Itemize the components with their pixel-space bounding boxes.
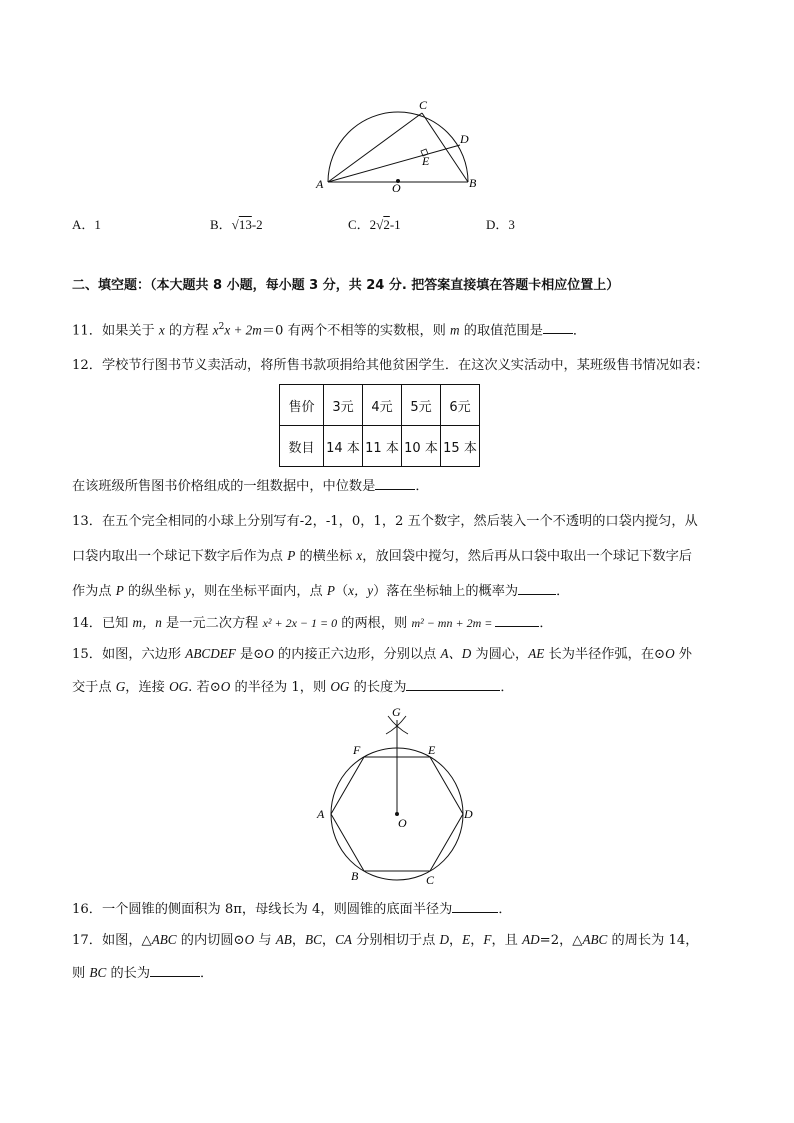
q12-number: 12． xyxy=(72,358,102,373)
q15-text: 的半径为 1，则 xyxy=(230,680,331,695)
q16-end: ． xyxy=(498,902,512,917)
answer-blank[interactable] xyxy=(150,963,200,977)
q17-end: ． xyxy=(200,966,214,981)
q17-text: 的长为 xyxy=(106,966,151,981)
q11-var-m: m xyxy=(450,322,460,338)
q13-point: P xyxy=(326,583,335,598)
q13-point: P xyxy=(115,583,124,598)
q17-f: F xyxy=(483,932,492,947)
q13-text: 的纵坐标 xyxy=(123,584,185,599)
answer-blank[interactable] xyxy=(543,320,573,334)
question-17-line2 xyxy=(72,963,213,983)
q15-text: ，连接 xyxy=(125,680,170,695)
q12-text: 学校节行图书节义卖活动，将所售书款项捐给其他贫困学生．在这次义实活动中，某班级售书情况如表： xyxy=(101,358,709,373)
label-c: C xyxy=(419,98,428,112)
table-cell: 数目 xyxy=(280,426,324,467)
q12-text: 在该班级所售图书价格组成的一组数据中，中位数是 xyxy=(72,479,376,494)
option-b xyxy=(210,214,263,233)
option-c-radicand: 2 xyxy=(383,217,390,232)
label-g: G xyxy=(392,705,401,719)
table-cell: 6元 xyxy=(441,385,480,426)
q17-e: E xyxy=(462,932,471,947)
q13-text: 作为点 xyxy=(72,584,116,599)
q17-text: 的内切圆⊙ xyxy=(176,933,245,948)
question-15 xyxy=(72,645,692,664)
q17-text: ，且 xyxy=(491,933,523,948)
q17-bc: BC xyxy=(305,932,322,947)
semicircle-arc xyxy=(328,112,468,182)
table-cell: 10 本 xyxy=(402,426,441,467)
table-row xyxy=(280,385,480,426)
label-e: E xyxy=(428,743,436,757)
table-row xyxy=(280,426,480,467)
q13-point: P xyxy=(287,548,296,563)
q15-text: 交于点 xyxy=(72,680,116,695)
q15-text: 的内接正六边形，分别以点 xyxy=(273,647,441,662)
q14-expr: m² − mn + 2m = xyxy=(411,616,493,630)
q17-text: 则 xyxy=(72,966,90,981)
q11-text: 的取值范围是 xyxy=(459,323,543,339)
sqrt-sign: √ xyxy=(231,217,239,232)
figure-semicircle xyxy=(310,95,490,200)
label-d: D xyxy=(464,807,473,821)
q14-text: 是一元二次方程 xyxy=(161,616,263,631)
q15-g: G xyxy=(115,679,126,694)
sqrt-sign: √ xyxy=(376,217,384,232)
q12-end: ． xyxy=(415,479,429,494)
question-13-line2 xyxy=(72,547,692,566)
option-c xyxy=(348,214,401,233)
q17-comma: ， xyxy=(291,933,306,948)
q15-text: 为圆心， xyxy=(471,647,529,662)
q13-number: 13． xyxy=(72,514,102,529)
q11-var-x: x xyxy=(158,322,165,338)
q15-text: 是⊙ xyxy=(235,647,265,662)
question-13 xyxy=(72,513,698,531)
q15-ad: A、D xyxy=(440,646,472,661)
q15-text: . 若⊙ xyxy=(188,680,221,695)
option-b-prefix: B． xyxy=(210,217,232,232)
q11-text: 的方程 xyxy=(164,323,213,339)
q13-x: x xyxy=(356,548,363,563)
chord-cb xyxy=(422,113,468,182)
table-cell: 11 本 xyxy=(363,426,402,467)
label-d: D xyxy=(460,132,469,146)
q13-text: 口袋内取出一个球记下数字后作为点 xyxy=(72,549,288,564)
option-c-prefix: C．2 xyxy=(348,217,377,232)
q15-number: 15． xyxy=(72,647,102,662)
q17-comma: ， xyxy=(470,933,484,948)
q14-text: 的两根，则 xyxy=(337,616,412,631)
q14-end: ． xyxy=(539,616,553,631)
q15-text: 如图，六边形 xyxy=(101,647,186,662)
q17-text: 与 xyxy=(254,933,276,948)
label-f: F xyxy=(353,743,361,757)
q15-hex: ABCDEF xyxy=(185,646,236,661)
answer-blank[interactable] xyxy=(406,677,500,691)
q15-og: OG xyxy=(169,679,189,694)
question-17 xyxy=(72,931,698,950)
table-cell: 售价 xyxy=(280,385,324,426)
q17-bc: BC xyxy=(89,965,107,980)
label-c: C xyxy=(426,873,435,887)
section-heading: 二、填空题：（本大题共 8 小题，每小题 3 分，共 24 分. 把答案直接填在答题卡相应位置上） xyxy=(72,278,620,293)
q15-end: ． xyxy=(500,680,514,695)
q17-text: 的周长为 14， xyxy=(607,933,699,948)
answer-blank[interactable] xyxy=(518,581,556,595)
table-cell: 3元 xyxy=(324,385,363,426)
q11-sup: 2 xyxy=(218,322,225,332)
option-a: A．1 xyxy=(72,217,101,232)
q11-eq-m: m xyxy=(252,322,262,338)
q15-text: 外 xyxy=(674,647,692,662)
answer-blank[interactable] xyxy=(375,476,415,490)
label-b: B xyxy=(469,176,477,190)
table-cell: 5元 xyxy=(402,385,441,426)
q15-text: 长为半径作弧，在⊙ xyxy=(544,647,666,662)
q13-text: 的横坐标 xyxy=(295,549,357,564)
question-12-line2 xyxy=(72,476,429,496)
q13-text: ，则在坐标平面内，点 xyxy=(190,584,327,599)
q13-y: y xyxy=(184,583,191,598)
label-a: A xyxy=(317,807,325,821)
q17-d: D xyxy=(439,932,449,947)
label-o: O xyxy=(398,816,407,830)
price-table xyxy=(279,384,480,467)
option-b-suffix: -2 xyxy=(251,217,263,232)
question-11 xyxy=(72,318,586,340)
question-16 xyxy=(72,899,512,919)
q17-comma: ， xyxy=(448,933,463,948)
option-b-radicand: 13 xyxy=(238,217,252,232)
q11-text: 如果关于 xyxy=(101,323,159,339)
question-12 xyxy=(72,357,709,375)
option-c-suffix: -1 xyxy=(389,217,401,232)
q17-ab: AB xyxy=(275,932,292,947)
table-cell: 15 本 xyxy=(441,426,480,467)
q11-eq: x xyxy=(212,322,219,338)
q13-text: （ xyxy=(334,584,349,599)
answer-blank[interactable] xyxy=(495,613,539,627)
question-15-line2 xyxy=(72,677,514,697)
label-b: B xyxy=(351,869,359,883)
q17-abc: ABC xyxy=(151,932,177,947)
q17-text: =2，△ xyxy=(539,933,583,948)
q17-comma: ， xyxy=(321,933,336,948)
q15-o: O xyxy=(665,646,675,661)
q11-eq: x + 2 xyxy=(224,322,253,338)
q17-text: 分别相切于点 xyxy=(351,933,440,948)
label-e: E xyxy=(422,154,430,168)
q15-og: OG xyxy=(330,679,350,694)
q17-number: 17． xyxy=(72,933,102,948)
q17-ad: AD xyxy=(522,932,540,947)
answer-blank[interactable] xyxy=(452,899,498,913)
q13-text: 在五个完全相同的小球上分别写有-2，-1，0，1，2 五个数字，然后装入一个不透明的口袋内搅匀，从 xyxy=(101,514,698,529)
q15-text: 的长度为 xyxy=(349,680,407,695)
q15-o: O xyxy=(220,679,231,694)
chord-ad xyxy=(328,145,460,182)
q17-text: 如图，△ xyxy=(101,933,152,948)
q11-text: ＝0 有两个不相等的实数根，则 xyxy=(261,323,451,339)
label-o: O xyxy=(392,181,401,195)
question-14 xyxy=(72,613,553,633)
q13-xy: x，y xyxy=(348,583,374,598)
q17-ca: CA xyxy=(335,932,352,947)
q16-number: 16． xyxy=(72,902,102,917)
q14-number: 14． xyxy=(72,616,102,631)
q16-text: 一个圆锥的侧面积为 8π，母线长为 4，则圆锥的底面半径为 xyxy=(101,902,453,917)
q13-end: ． xyxy=(556,584,570,599)
table-cell: 4元 xyxy=(363,385,402,426)
option-d: D．3 xyxy=(486,217,515,232)
q17-o: O xyxy=(244,932,255,947)
chord-ac xyxy=(328,113,422,182)
table-cell: 14 本 xyxy=(324,426,363,467)
q15-ae: AE xyxy=(528,646,545,661)
q11-number: 11． xyxy=(72,323,102,339)
q14-text: 已知 xyxy=(101,616,133,631)
q11-end: ． xyxy=(572,323,587,339)
label-a: A xyxy=(316,177,324,191)
q15-o: O xyxy=(264,646,274,661)
q13-text: ）落在坐标轴上的概率为 xyxy=(373,584,519,599)
q13-text: ，放回袋中搅匀，然后再从口袋中取出一个球记下数字后 xyxy=(362,549,692,564)
q14-mn: m，n xyxy=(132,615,162,630)
q14-eq: x² + 2x − 1 = 0 xyxy=(262,616,338,630)
figure-hexagon xyxy=(312,700,482,890)
q17-abc: ABC xyxy=(582,932,608,947)
question-13-line3 xyxy=(72,581,569,601)
